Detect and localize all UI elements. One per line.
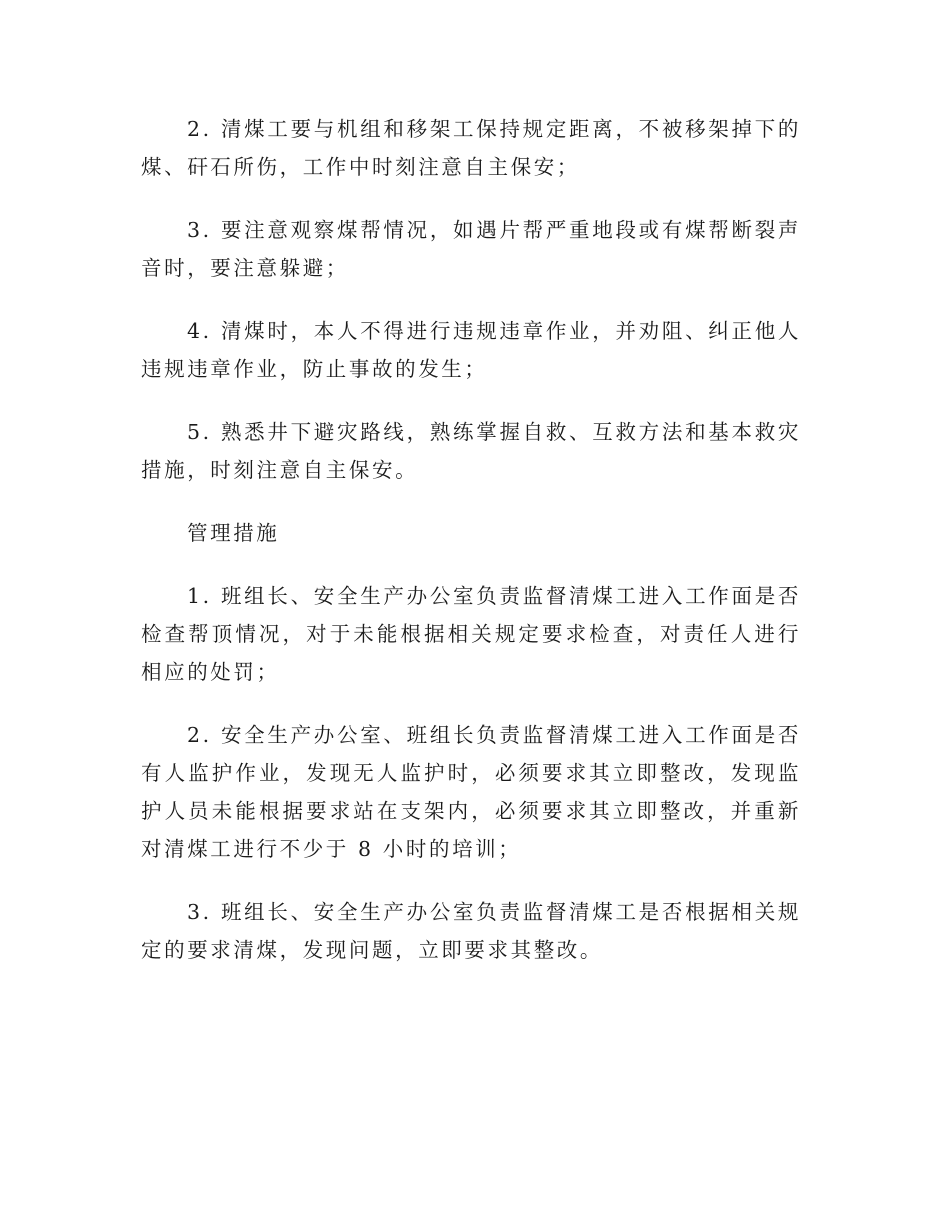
safety-item-3: 3. 要注意观察煤帮情况，如遇片帮严重地段或有煤帮断裂声音时，要注意躲避； bbox=[141, 218, 801, 280]
management-heading: 管理措施 bbox=[187, 521, 280, 545]
management-item-1: 1. 班组长、安全生产办公室负责监督清煤工进入工作面是否检查帮顶情况，对于未能根据相关规定要求检查，对责任人进行相应的处罚； bbox=[141, 584, 801, 684]
safety-item-2: 2. 清煤工要与机组和移架工保持规定距离，不被移架掉下的煤、矸石所伤，工作中时刻注意自主保安； bbox=[141, 117, 801, 179]
safety-item-5: 5. 熟悉井下避灾路线，熟练掌握自救、互救方法和基本救灾措施，时刻注意自主保安。 bbox=[141, 420, 801, 482]
management-item-3: 3. 班组长、安全生产办公室负责监督清煤工是否根据相关规定的要求清煤，发现问题，立即要求其整改。 bbox=[141, 900, 801, 962]
document-body bbox=[141, 110, 801, 994]
management-item-2: 2. 安全生产办公室、班组长负责监督清煤工进入工作面是否有人监护作业，发现无人监护时，必须要求其立即整改，发现监护人员未能根据要求站在支架内，必须要求其立即整改，并重新对清煤工进行不少于 8 小时的培训； bbox=[141, 723, 801, 861]
safety-item-4: 4. 清煤时，本人不得进行违规违章作业，并劝阻、纠正他人违规违章作业，防止事故的发生； bbox=[141, 319, 801, 381]
